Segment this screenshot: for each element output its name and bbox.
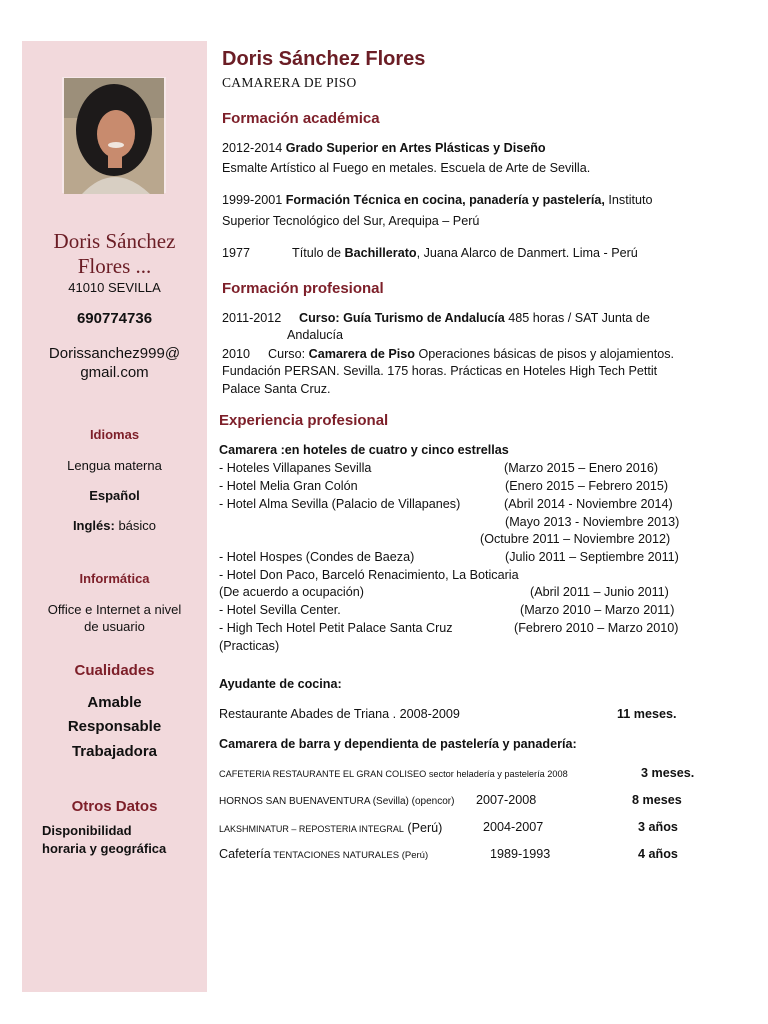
experience-item-left: (Practicas) xyxy=(219,639,280,653)
idiomas-heading: Idiomas xyxy=(89,427,140,442)
cualidades-heading: Cualidades xyxy=(74,662,155,679)
experience-item-dates: (Febrero 2010 – Marzo 2010) xyxy=(514,621,679,635)
experience-item-dates: (Octubre 2011 – Noviembre 2012) xyxy=(480,532,671,546)
entry-title: Bachillerato xyxy=(344,246,417,260)
profesional-entry1-years: 2011-2012 xyxy=(222,311,282,325)
barra-duration: 8 meses xyxy=(632,793,682,807)
formacion-profesional-heading: Formación profesional xyxy=(222,280,384,297)
barra-place-big: Cafetería xyxy=(219,847,271,861)
experience-item-left: - High Tech Hotel Petit Palace Santa Cruz xyxy=(219,621,453,635)
barra-place: HORNOS SAN BUENAVENTURA (Sevilla) (opencor) xyxy=(219,796,455,807)
barra-duration: 3 años xyxy=(638,820,678,834)
experience-item-left: - Hotel Hospes (Condes de Baeza) xyxy=(219,550,415,564)
profesional-entry2-text xyxy=(268,346,674,363)
experience-item-dates: (Abril 2014 - Noviembre 2014) xyxy=(504,497,673,511)
ayudante-heading: Ayudante de cocina: xyxy=(219,677,342,691)
experience-item-left: - Hotel Sevilla Center. xyxy=(219,603,341,617)
language-espanol: Español xyxy=(89,488,140,503)
entry-pre: Curso: xyxy=(268,347,309,361)
otros-line1: Disponibilidad xyxy=(42,823,132,838)
sidebar-email-line2: gmail.com xyxy=(80,364,149,381)
profesional-entry2-line3: Palace Santa Cruz. xyxy=(222,382,331,396)
sidebar xyxy=(22,41,207,992)
informatica-line2: de usuario xyxy=(84,619,145,634)
experience-item-dates: (Julio 2011 – Septiembre 2011) xyxy=(505,550,679,564)
entry-years: 1999-2001 xyxy=(222,193,286,207)
academica-entry2-line1 xyxy=(222,192,653,209)
formacion-academica-heading: Formación académica xyxy=(222,110,380,127)
experience-item-left: - Hoteles Villapanes Sevilla xyxy=(219,461,372,475)
lengua-materna: Lengua materna xyxy=(67,458,162,473)
cualidad-item: Trabajadora xyxy=(71,743,158,760)
profesional-entry1-text xyxy=(299,310,650,327)
experience-item-left: - Hotel Melia Gran Colón xyxy=(219,479,358,493)
profesional-entry1-line2: Andalucía xyxy=(287,328,344,342)
entry-title: Formación Técnica en cocina, panadería y pastelería, xyxy=(285,193,605,207)
barra-duration: 3 meses. xyxy=(641,766,695,780)
entry-title: Camarera de Piso xyxy=(308,347,415,361)
barra-place: CAFETERIA RESTAURANTE EL GRAN COLISEO sector heladería y pastelería 2008 xyxy=(219,769,568,779)
main-subtitle: CAMARERA DE PISO xyxy=(222,75,357,90)
informatica-line1: Office e Internet a nivel xyxy=(47,602,182,617)
experiencia-heading: Experiencia profesional xyxy=(219,412,389,429)
ayudante-place: Restaurante Abades de Triana . 2008-2009 xyxy=(219,707,460,721)
academica-entry3-text xyxy=(292,245,638,262)
sidebar-name-line2: Flores ... xyxy=(77,254,152,278)
profesional-entry2-line2: Fundación PERSAN. Sevilla. 175 horas. Prácticas en Hoteles High Tech Pettit xyxy=(222,364,658,378)
entry-title: Grado Superior en Artes Plásticas y Diseño xyxy=(285,141,546,155)
academica-entry3-year: 1977 xyxy=(222,246,251,260)
academica-entry1-line1 xyxy=(222,140,546,157)
barra-place-extra: (Perú) xyxy=(403,821,443,835)
camarera-heading: Camarera :en hoteles de cuatro y cinco estrellas xyxy=(219,443,509,457)
otros-heading: Otros Datos xyxy=(71,798,158,815)
entry-rest: 485 horas / SAT Junta de xyxy=(504,311,650,325)
profile-photo xyxy=(64,78,164,194)
informatica-heading: Informática xyxy=(79,571,150,586)
experience-item-left: (De acuerdo a ocupación) xyxy=(219,585,364,599)
experience-item-dates: (Marzo 2010 – Marzo 2011) xyxy=(520,603,675,617)
ingles-level: básico xyxy=(114,518,157,533)
otros-line2: horaria y geográfica xyxy=(42,841,167,856)
barra-place-row xyxy=(219,846,428,864)
experience-item-dates: (Mayo 2013 - Noviembre 2013) xyxy=(505,515,680,529)
experience-item-dates: (Marzo 2015 – Enero 2016) xyxy=(504,461,659,475)
barra-years: 2004-2007 xyxy=(483,820,544,834)
sidebar-name-line1: Doris Sánchez xyxy=(53,229,176,253)
academica-entry2-line2: Superior Tecnológico del Sur, Arequipa – Perú xyxy=(222,214,480,228)
experience-item-dates: (Enero 2015 – Febrero 2015) xyxy=(505,479,669,493)
entry-rest: , Juana Alarco de Danmert. Lima - Perú xyxy=(416,246,638,260)
academica-entry1-line2: Esmalte Artístico al Fuego en metales. Escuela de Arte de Sevilla. xyxy=(222,161,591,175)
cualidad-item: Amable xyxy=(87,694,142,711)
ingles-label: Inglés: xyxy=(72,518,115,533)
barra-place: TENTACIONES NATURALES (Perú) xyxy=(270,850,429,861)
cualidad-item: Responsable xyxy=(67,718,162,735)
experience-item-left: - Hotel Alma Sevilla (Palacio de Villapanes) xyxy=(219,497,461,511)
entry-rest: Instituto xyxy=(604,193,653,207)
barra-heading: Camarera de barra y dependienta de pastelería y panadería: xyxy=(219,737,577,751)
sidebar-email-line1: Dorissanchez999@ xyxy=(48,345,181,362)
entry-pre: Título de xyxy=(292,246,345,260)
entry-title: Curso: Guía Turismo de Andalucía xyxy=(299,311,505,325)
sidebar-phone: 690774736 xyxy=(76,310,153,327)
profesional-entry2-year: 2010 xyxy=(222,347,251,361)
barra-place: LAKSHMINATUR – REPOSTERIA INTEGRAL xyxy=(219,824,404,834)
ayudante-duration: 11 meses. xyxy=(617,707,677,721)
sidebar-city: 41010 SEVILLA xyxy=(68,280,161,295)
barra-duration: 4 años xyxy=(638,847,678,861)
experience-item-dates: (Abril 2011 – Junio 2011) xyxy=(530,585,669,599)
barra-years: 1989-1993 xyxy=(490,847,551,861)
barra-place-row xyxy=(219,820,442,838)
language-ingles xyxy=(22,517,207,534)
experience-item-left: - Hotel Don Paco, Barceló Renacimiento, La Boticaria xyxy=(219,568,519,582)
main-name: Doris Sánchez Flores xyxy=(222,48,426,70)
barra-years: 2007-2008 xyxy=(476,793,537,807)
entry-rest: Operaciones básicas de pisos y alojamientos. xyxy=(415,347,675,361)
photo-frame xyxy=(62,77,166,193)
entry-years: 2012-2014 xyxy=(222,141,286,155)
